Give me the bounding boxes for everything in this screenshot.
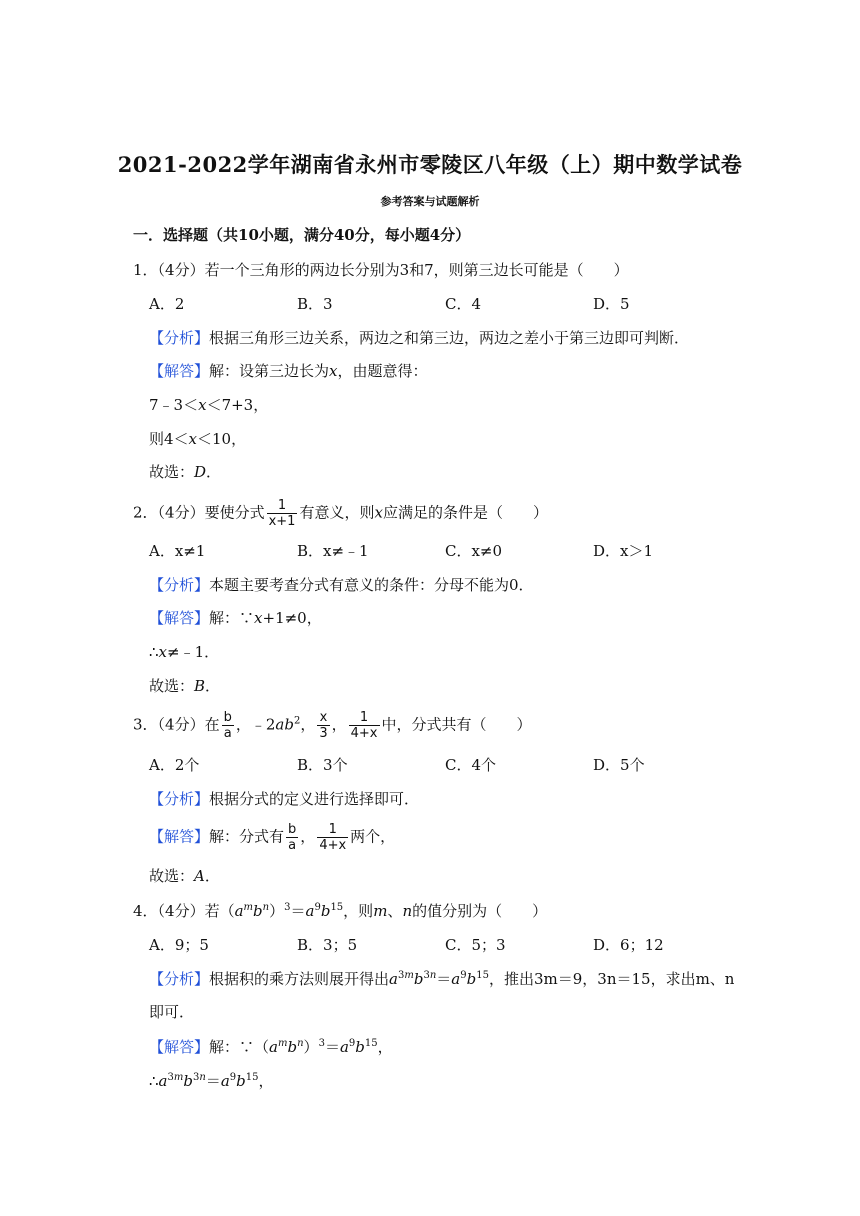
analysis-tag: 【分析】 [149, 329, 210, 347]
q4-stem: 4．（4分）若$(a^mb^n)^3=a^9b^{15}$，则m、n的值分别为（ ） [133, 902, 548, 920]
q4-analysis-cont: 即可． [149, 1003, 195, 1021]
q3-answer: 【解答】解：分式有 $\frac{b}{a}$ ， $\frac{1}{4+x}$ 两个， [149, 822, 396, 853]
q3-fraction-2: $\frac{x}{3}$ [319, 710, 328, 741]
q3-fraction-3: $\frac{1}{4+x}$ [350, 710, 378, 741]
q3-answer-fraction-1: $\frac{b}{a}$ [288, 822, 297, 853]
section-heading: 一．选择题（共10小题，满分40分，每小题4分） [133, 226, 471, 244]
q1-choice: 故选：D． [149, 463, 222, 481]
q3-stem: 3．（4分）在 $\frac{b}{a}$ ，$﹣2ab^2$， $\frac{x}{3}$ ， $\frac{1}{4+x}$ 中，分式共有（ ） [133, 710, 532, 741]
q1-option-b: B．3 [297, 295, 333, 313]
q4-option-d: D．6；12 [593, 936, 664, 954]
q4-answer: 【解答】解：$\because(a^mb^n)^3=a^9b^{15}$， [149, 1038, 393, 1056]
q1-option-d: D．5 [593, 295, 630, 313]
q3-option-b: B．3个 [297, 756, 348, 774]
q2-option-c: C．x≠0 [445, 542, 503, 560]
q1-stem: 1．（4分）若一个三角形的两边长分别为3和7，则第三边长可能是（ ） [133, 261, 629, 279]
q4-analysis: 【分析】根据积的乘方法则展开得出$a^{3m}b^{3n}=a^9b^{15}$，推出3m＝9，3n＝15，求出m、n [149, 970, 735, 988]
q3-fraction-1: $\frac{b}{a}$ [223, 710, 232, 741]
q2-analysis: 【分析】本题主要考查分式有意义的条件：分母不能为0． [149, 576, 534, 594]
q1-option-a: A．2 [149, 295, 185, 313]
page-subtitle: 参考答案与试题解析 [380, 195, 480, 208]
q2-stem: 2．（4分）要使分式 $\frac{1}{x+1}$ 有意义，则x应满足的条件是（ ） [133, 498, 548, 529]
page-title: 2021-2022学年湖南省永州市零陵区八年级（上）期中数学试卷 [117, 152, 743, 177]
q2-option-d: D．x＞1 [593, 542, 654, 560]
q3-analysis: 【分析】根据分式的定义进行选择即可． [149, 790, 420, 808]
q2-fraction: $\frac{1}{x+1}$ [268, 498, 296, 529]
q3-option-a: A．2个 [149, 756, 200, 774]
q2-answer: 【解答】解：∵x+1≠0， [149, 609, 322, 627]
q3-option-d: D．5个 [593, 756, 645, 774]
q1-option-c: C．4 [445, 295, 482, 313]
q2-option-b: B．x≠﹣1 [297, 542, 369, 560]
q4-option-b: B．3；5 [297, 936, 358, 954]
answer-tag: 【解答】 [149, 362, 210, 380]
q1-analysis: 【分析】根据三角形三边关系，两边之和第三边，两边之差小于第三边即可判断． [149, 329, 690, 347]
q4-step-1: $\therefore a^{3m}b^{3n}=a^9b^{15}$， [149, 1072, 274, 1090]
q3-choice: 故选：A． [149, 867, 220, 885]
q2-choice: 故选：B． [149, 677, 221, 695]
q4-option-a: A．9；5 [149, 936, 209, 954]
q1-step-2: 则4＜x＜10， [149, 430, 247, 448]
q2-option-a: A．x≠1 [149, 542, 206, 560]
q3-option-c: C．4个 [445, 756, 497, 774]
q4-option-c: C．5；3 [445, 936, 506, 954]
q3-answer-fraction-2: $\frac{1}{4+x}$ [319, 822, 347, 853]
q1-answer: 【解答】解：设第三边长为x，由题意得： [149, 362, 428, 380]
q1-step-1: 7﹣3＜x＜7+3， [149, 396, 269, 414]
q2-step-1: ∴x≠﹣1． [149, 643, 220, 661]
